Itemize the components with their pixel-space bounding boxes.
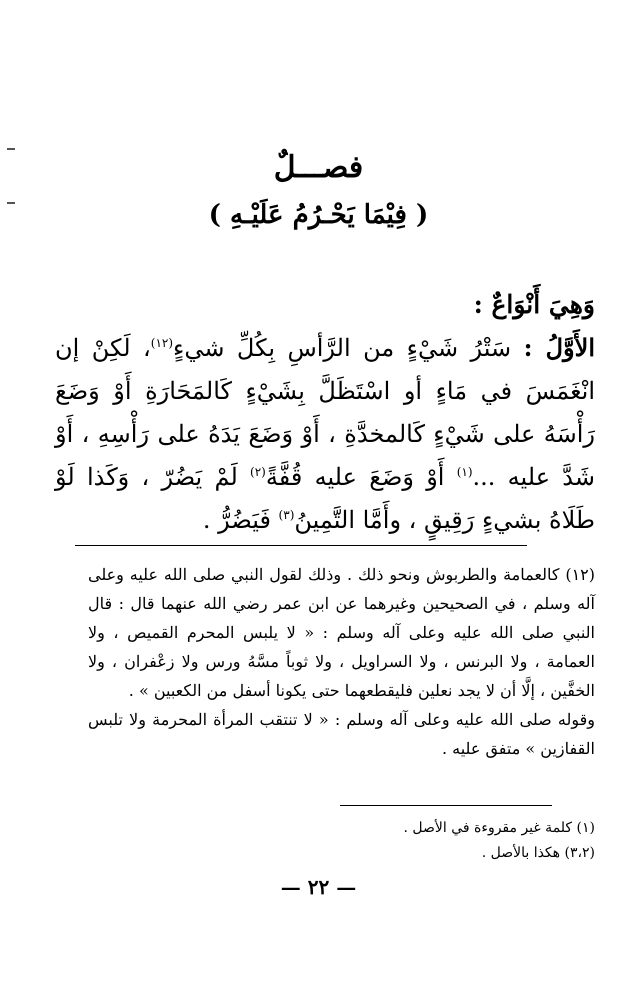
main-paragraph [55, 326, 595, 542]
notes-block [88, 560, 595, 763]
footnote-ref: (٢) [250, 465, 266, 479]
footnote-2-3: (٣،٢) هكذا بالأصل . [481, 845, 595, 861]
note-text: كالعمامة والطربوش ونحو ذلك . وذلك لقول النبي صلى الله عليه وعلى آله وسلم ، في الصحيحين وغيرهما عن ابن عمر رضي الله عنهما قال : قال النبي صلى الله عليه وعلى آله وسلم : « لا يلبس المحرم القميص ، ولا العمامة ، ولا البرنس ، ولا السراويل ، ولا ثوباً مسَّهُ ورس ولا زعْفران ، ولا الخفَّين ، إلَّا أن لا يجد نعلين فليقطعهما حتى يكونا أسفل من الكعبين » . [88, 565, 595, 700]
note-number: (١٢) [565, 565, 595, 584]
main-text-part: أَوْ وَضَعَ عليه قُفَّةً [265, 463, 457, 491]
note-12 [88, 560, 595, 705]
footnotes-divider [340, 805, 552, 806]
page-number: — ٢٢ — [280, 875, 357, 899]
footnote-1: (١) كلمة غير مقروءة في الأصل . [403, 820, 595, 836]
main-text-part: فَيَضُرُّ . [202, 506, 279, 534]
chapter-title: فصـــلٌ [273, 150, 364, 185]
first-label: الأَوَّلُ : [523, 333, 595, 362]
footnote-ref: (٣) [278, 508, 295, 522]
footnote-ref: (١) [456, 465, 473, 479]
main-text [55, 283, 595, 542]
main-text-part: لَمْ يَضُرّ ، وَكَذا لَوْ طَلَاهُ بشيءٍ رَقِيقٍ ، وأَمَّا التَّمِينُ [55, 463, 595, 534]
intro-line: وَهِيَ أَنْوَاعٌ : [473, 290, 595, 319]
note-12-continued: وقوله صلى الله عليه وعلى آله وسلم : « لا تنتقب المرأة المحرمة ولا تلبس القفازين » متفق عليه . [88, 710, 595, 758]
main-text-part: ، لَكِنْ إن انْغَمَسَ في مَاءٍ أو اسْتَظَلَّ بِشَيْءٍ كَالمَحَارَةِ أَوْ وَضَعَ رَأْسَهُ على شَيْءٍ كَالمخدَّةِ ، أَوْ وَضَعَ يَدَهُ على رَأْسِهِ ، أَوْ شَدَّ عليه ... [55, 334, 595, 491]
notes-divider [75, 545, 527, 546]
chapter-subtitle: ( فِيْمَا يَحْـرُمُ عَلَيْـهِ ) [208, 200, 429, 230]
footnote-ref: (١٢) [150, 336, 174, 350]
main-text-part: سَتْرُ شَيْءٍ من الرَّأسِ بِكُلِّ شيءٍ [173, 334, 524, 362]
